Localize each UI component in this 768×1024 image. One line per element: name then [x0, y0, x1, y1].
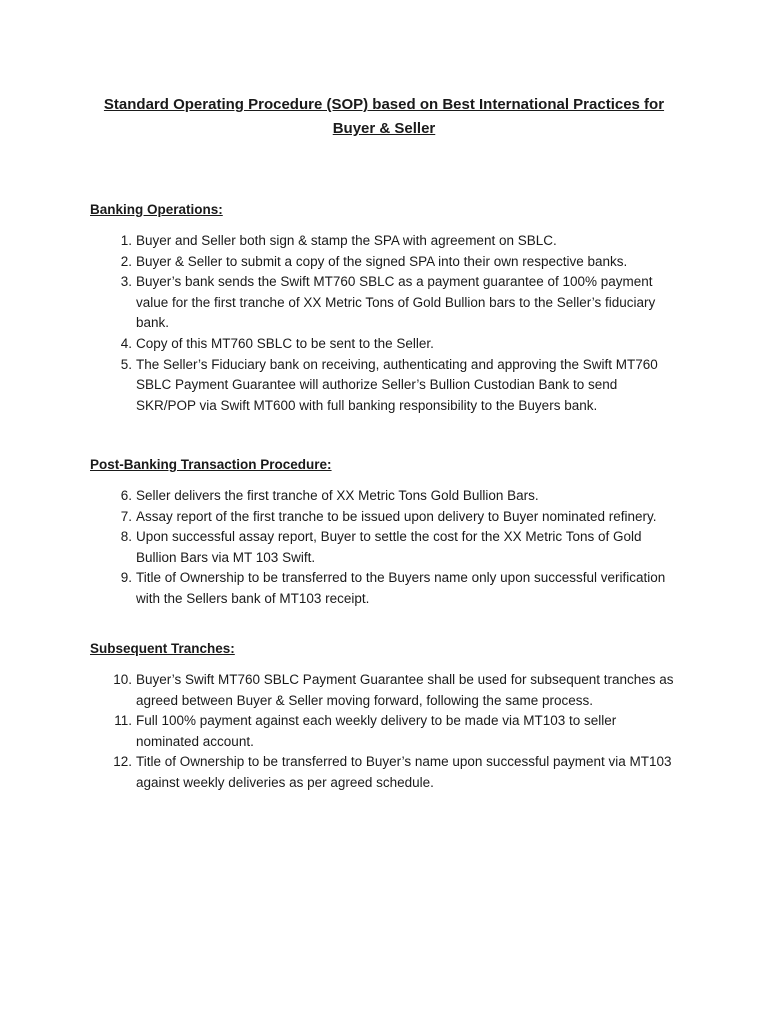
list-item	[0, 334, 768, 355]
list-item	[0, 252, 768, 273]
list-item-number: 10.	[113, 672, 132, 687]
list-item-text: Title of Ownership to be transferred to the Buyers name only upon successful verification with the Sellers bank of MT103 receipt.	[136, 570, 666, 606]
list-item	[0, 670, 768, 711]
list-item	[0, 355, 768, 417]
list-item	[0, 231, 768, 252]
list-item-text: Buyer & Seller to submit a copy of the signed SPA into their own respective banks.	[136, 253, 628, 269]
list-item-text: The Seller’s Fiduciary bank on receiving, authenticating and approving the Swift MT760 SBLC Payment Guarantee will authorize Seller’s Bullion Custodian Bank to send SKR/POP via Swift MT600 with full banking responsibility to the Buyers bank.	[136, 356, 658, 413]
list-item-number: 8.	[120, 529, 132, 545]
list-item-number: 11.	[114, 713, 132, 729]
section-heading-post-banking: Post-Banking Transaction Procedure:	[90, 457, 332, 472]
list-item	[0, 507, 768, 528]
list-item-text: Buyer’s Swift MT760 SBLC Payment Guarantee shall be used for subsequent tranches as agreed between Buyer & Seller moving forward, following the same process.	[136, 672, 674, 708]
section-heading-banking-operations: Banking Operations:	[90, 202, 223, 217]
list-post-banking	[0, 486, 768, 610]
list-item	[0, 486, 768, 507]
list-item-number: 3.	[120, 274, 132, 290]
list-item-text: Full 100% payment against each weekly delivery to be made via MT103 to seller nominated account.	[136, 713, 617, 749]
list-item-text: Upon successful assay report, Buyer to settle the cost for the XX Metric Tons of Gold Bullion Bars via MT 103 Swift.	[136, 529, 642, 565]
list-subsequent-tranches	[0, 670, 768, 794]
list-item-number: 1.	[120, 233, 132, 248]
list-item-number: 5.	[120, 356, 132, 372]
list-item	[0, 568, 768, 609]
list-item-text: Title of Ownership to be transferred to Buyer’s name upon successful payment via MT103 against weekly deliveries as per agreed schedule.	[136, 754, 672, 790]
list-item-number: 2.	[120, 253, 132, 269]
document-title: Standard Operating Procedure (SOP) based on Best International Practices for Buyer & Seller	[103, 96, 665, 137]
list-item-number: 12.	[113, 754, 132, 770]
list-item-number: 7.	[120, 508, 132, 524]
list-item	[0, 272, 768, 334]
list-item	[0, 752, 768, 793]
list-item-text: Assay report of the first tranche to be issued upon delivery to Buyer nominated refinery.	[136, 508, 657, 524]
list-item-text: Buyer and Seller both sign & stamp the SPA with agreement on SBLC.	[136, 233, 557, 248]
list-item-text: Seller delivers the first tranche of XX Metric Tons Gold Bullion Bars.	[136, 488, 539, 503]
list-item-number: 9.	[120, 570, 132, 586]
list-item-number: 4.	[120, 335, 132, 351]
list-item	[0, 711, 768, 752]
section-heading-subsequent-tranches: Subsequent Tranches:	[90, 641, 235, 656]
list-item	[0, 527, 768, 568]
list-item-text: Copy of this MT760 SBLC to be sent to the Seller.	[136, 335, 434, 351]
list-banking-operations	[0, 231, 768, 416]
list-item-number: 6.	[120, 488, 132, 503]
list-item-text: Buyer’s bank sends the Swift MT760 SBLC as a payment guarantee of 100% payment value for the first tranche of XX Metric Tons of Gold Bullion bars to the Seller’s fiduciary bank.	[136, 274, 656, 331]
